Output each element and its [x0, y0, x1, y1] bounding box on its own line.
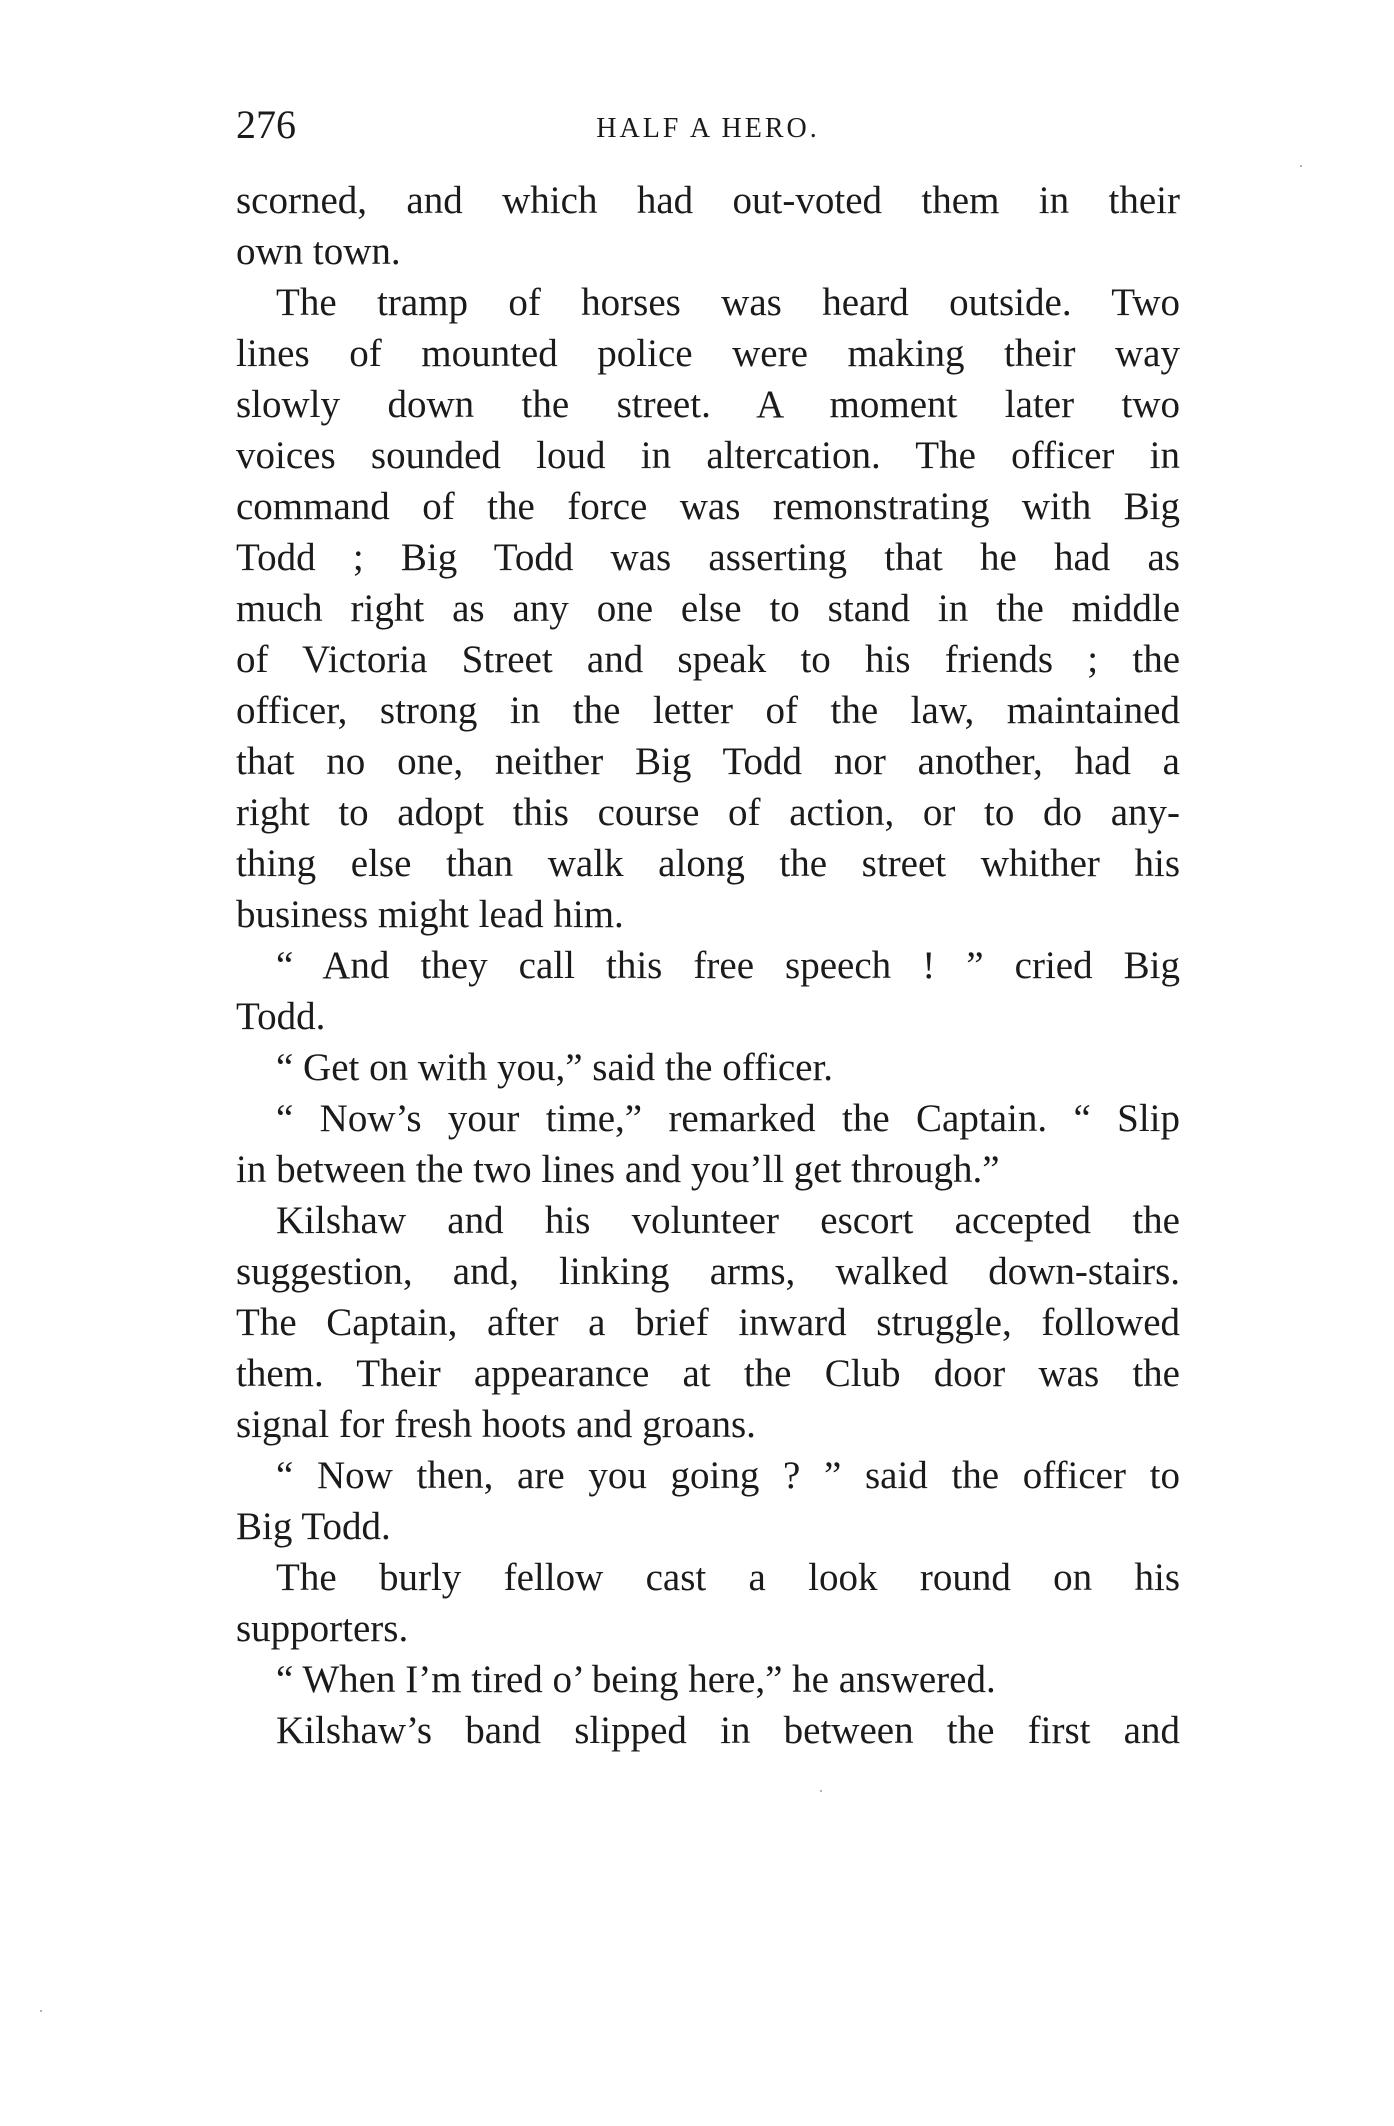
text-line: Todd ; Big Todd was asserting that he had as: [236, 536, 1180, 579]
text-line: much right as any one else to stand in the middle: [236, 587, 1180, 630]
text-line: “ When I’m tired o’ being here,” he answered.: [276, 1658, 996, 1701]
text-line: command of the force was remonstrating with Big: [236, 485, 1180, 528]
text-line: own town.: [236, 230, 401, 273]
text-line: voices sounded loud in altercation. The officer in: [236, 434, 1180, 477]
text-line: Todd.: [236, 995, 326, 1038]
page-header: [236, 100, 1180, 150]
text-line: “ And they call this free speech ! ” cried Big: [276, 944, 1180, 987]
text-line: that no one, neither Big Todd nor another, had a: [236, 740, 1180, 783]
running-title: HALF A HERO.: [596, 113, 820, 144]
text-line: signal for fresh hoots and groans.: [236, 1403, 756, 1446]
text-line: Kilshaw’s band slipped in between the first and: [276, 1709, 1180, 1752]
text-line: “ Now then, are you going ? ” said the officer to: [276, 1454, 1180, 1497]
body-text: [236, 175, 1180, 1756]
text-line: “ Now’s your time,” remarked the Captain. “ Slip: [276, 1097, 1180, 1140]
text-line: “ Get on with you,” said the officer.: [276, 1046, 834, 1089]
scan-speck: [1300, 165, 1302, 167]
scan-speck: [820, 1790, 822, 1792]
text-line: supporters.: [236, 1607, 409, 1650]
scan-speck: [40, 2010, 42, 2012]
text-line: The Captain, after a brief inward struggle, followed: [236, 1301, 1180, 1344]
page-number: 276: [236, 102, 296, 147]
text-line: suggestion, and, linking arms, walked down-stairs.: [236, 1250, 1180, 1293]
text-line: The tramp of horses was heard outside. Two: [276, 281, 1180, 324]
text-line: The burly fellow cast a look round on his: [276, 1556, 1180, 1599]
text-line: of Victoria Street and speak to his friends ; the: [236, 638, 1180, 681]
text-line: thing else than walk along the street whither his: [236, 842, 1180, 885]
text-line: lines of mounted police were making their way: [236, 332, 1180, 375]
text-line: officer, strong in the letter of the law, maintained: [236, 689, 1180, 732]
text-line: Big Todd.: [236, 1505, 391, 1548]
text-line: Kilshaw and his volunteer escort accepted the: [276, 1199, 1180, 1242]
text-line: them. Their appearance at the Club door was the: [236, 1352, 1180, 1395]
text-line: right to adopt this course of action, or to do any-: [236, 791, 1180, 834]
text-line: business might lead him.: [236, 893, 624, 936]
text-line: scorned, and which had out-voted them in their: [236, 179, 1180, 222]
text-line: slowly down the street. A moment later two: [236, 383, 1180, 426]
text-line: in between the two lines and you’ll get through.”: [236, 1148, 1000, 1191]
